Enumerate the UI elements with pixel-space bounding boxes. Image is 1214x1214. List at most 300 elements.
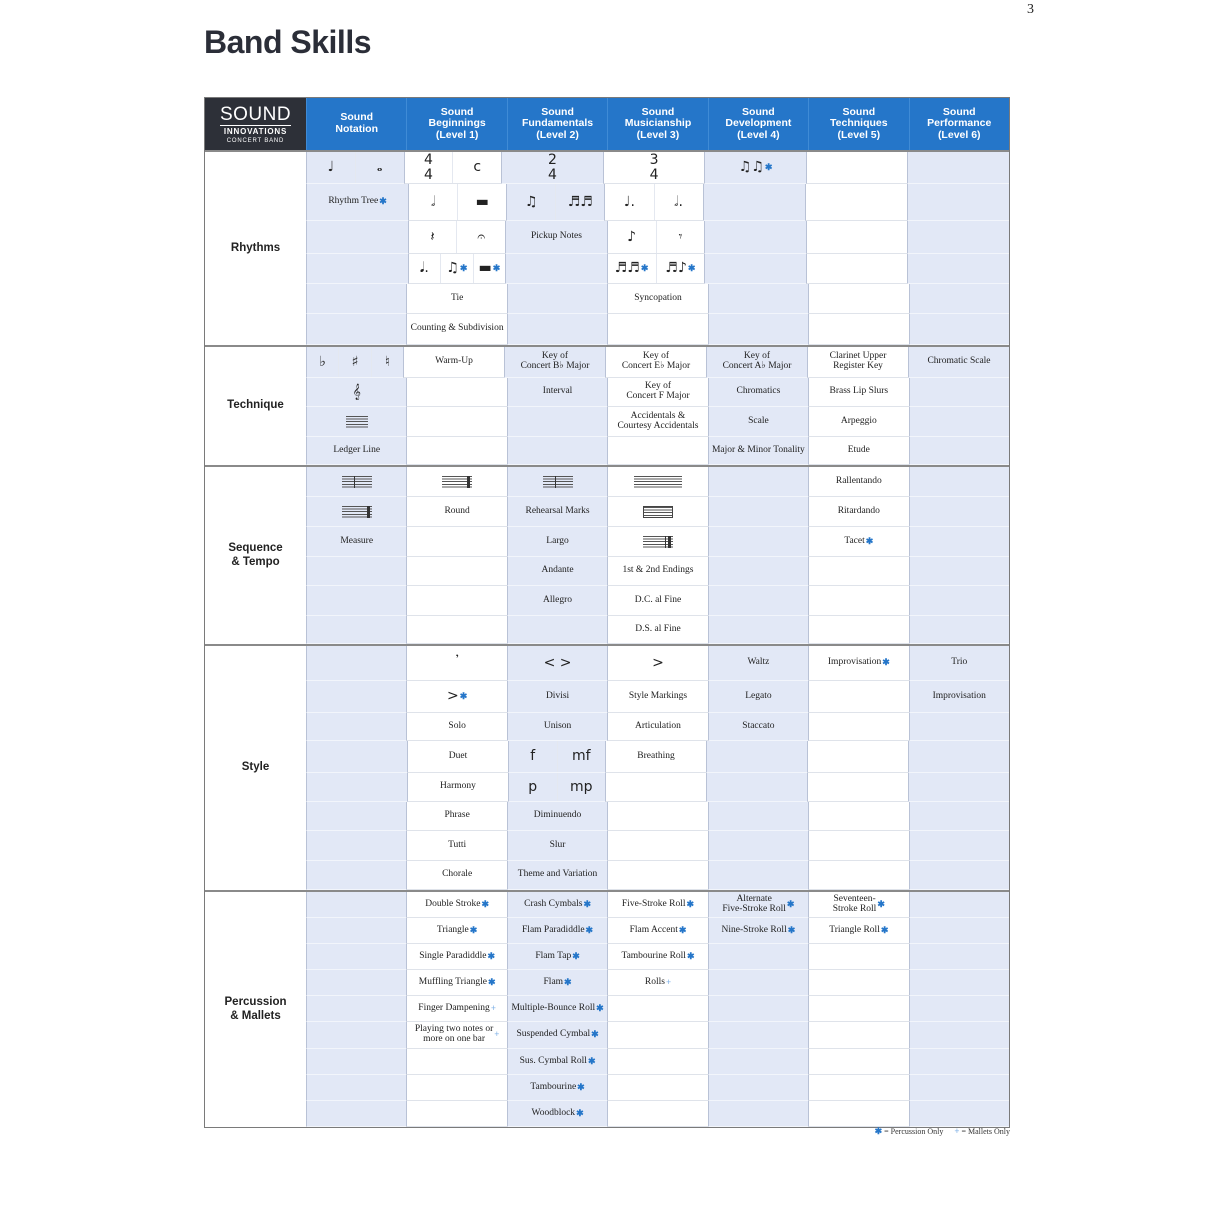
sub-cell — [307, 152, 355, 183]
table-cell — [909, 646, 1009, 681]
table-cell — [708, 497, 808, 527]
table-cell — [808, 557, 908, 586]
table-cell — [607, 996, 707, 1022]
table-cell — [607, 221, 705, 254]
skill-label: Style Markings — [628, 690, 688, 701]
table-cell — [909, 527, 1009, 557]
skill-label: Harmony — [440, 781, 476, 792]
skill-label: Theme and Variation — [517, 869, 598, 880]
table-cell — [607, 944, 707, 970]
sub-cell — [608, 254, 656, 283]
percussion-only-icon: ✱ — [492, 262, 501, 273]
table-cell — [406, 681, 506, 713]
table-cell — [808, 467, 908, 497]
sub-cell — [456, 221, 505, 253]
music-symbol: ♬♪ — [665, 260, 687, 277]
table-cell — [507, 918, 607, 944]
table-cell — [406, 314, 506, 345]
skill-label: Interval — [542, 386, 573, 397]
table-row — [306, 646, 1009, 681]
table-row — [306, 314, 1009, 345]
table-cell — [607, 1101, 707, 1127]
music-symbol: ♫♫ — [738, 159, 764, 176]
skill-label: Flam Accent — [629, 924, 678, 935]
table-cell — [507, 1022, 607, 1049]
table-cell — [708, 646, 808, 681]
table-cell — [607, 1075, 707, 1101]
percussion-only-icon: ✱ — [564, 976, 572, 987]
skill-label: Breathing — [637, 750, 675, 761]
table-cell — [808, 918, 908, 944]
skill-label: Measure — [340, 535, 374, 546]
skill-label: Clarinet Upper Register Key — [829, 351, 887, 371]
table-cell — [607, 713, 707, 741]
table-cell — [909, 314, 1009, 345]
table-cell — [808, 407, 908, 437]
skill-label: Legato — [745, 690, 772, 701]
table-cell — [708, 557, 808, 586]
skill-label: Ritardando — [837, 505, 880, 516]
staff-icon — [346, 416, 368, 428]
legend-mallets: + = Mallets Only — [954, 1126, 1010, 1136]
table-cell — [708, 1101, 808, 1127]
music-symbol: ♫ — [525, 193, 538, 210]
skill-label: Solo — [448, 720, 466, 731]
table-cell — [505, 254, 607, 284]
column-header: Sound Techniques (Level 5) — [808, 98, 908, 150]
table-cell — [806, 152, 908, 184]
table-row — [306, 557, 1009, 586]
percussion-only-icon: ✱ — [865, 535, 874, 546]
table-cell — [909, 378, 1009, 407]
table-cell — [306, 221, 408, 254]
skill-label: Rallentando — [835, 475, 882, 486]
table-cell — [406, 713, 506, 741]
table-cell — [607, 970, 707, 996]
table-cell — [607, 918, 707, 944]
table-row — [306, 741, 1009, 773]
skill-label: Syncopation — [634, 292, 682, 303]
sub-cell — [371, 347, 403, 377]
table-cell — [306, 713, 406, 741]
table-row — [306, 861, 1009, 890]
table-cell — [306, 1022, 406, 1049]
percussion-only-icon: ✱ — [459, 690, 468, 701]
skill-label: Duet — [448, 750, 468, 761]
music-symbol: 𝄾 — [678, 228, 683, 245]
table-row — [306, 527, 1009, 557]
music-symbol: ♬♬ — [567, 193, 593, 210]
table-cell — [306, 944, 406, 970]
group-label: Style — [205, 646, 306, 890]
table-cell — [708, 861, 808, 890]
music-symbol: ♬♬ — [614, 260, 640, 277]
table-row — [306, 347, 1009, 378]
table-cell — [607, 861, 707, 890]
table-cell — [607, 802, 707, 831]
skill-label: Flam Paradiddle — [522, 924, 585, 935]
music-symbol: > — [446, 688, 459, 705]
table-cell — [909, 284, 1009, 314]
table-cell — [306, 996, 406, 1022]
legend-percussion: ✱ = Percussion Only — [874, 1126, 944, 1136]
table-cell — [507, 1049, 607, 1075]
skill-label: Nine-Stroke Roll — [721, 924, 787, 935]
table-cell — [607, 437, 707, 465]
table-cell — [909, 1022, 1009, 1049]
skill-label: Largo — [546, 535, 569, 546]
percussion-only-icon: ✱ — [469, 924, 478, 935]
music-symbol: ♮ — [384, 353, 390, 370]
table-row — [306, 802, 1009, 831]
skill-label: Andante — [541, 565, 574, 576]
table-cell — [507, 802, 607, 831]
skill-label: Chromatics — [736, 386, 781, 397]
skill-label: Playing two notes or more on one bar — [414, 1024, 494, 1044]
skill-label: Slur — [549, 839, 566, 850]
sub-cell — [473, 254, 506, 283]
table-cell — [507, 437, 607, 465]
table-cell — [808, 497, 908, 527]
skill-label: Allegro — [543, 594, 573, 605]
music-symbol: mp — [569, 778, 593, 795]
table-cell — [507, 970, 607, 996]
table-cell — [704, 152, 806, 184]
sub-cell — [656, 254, 705, 283]
skill-label: Counting & Subdivision — [410, 323, 504, 334]
table-cell — [408, 254, 506, 284]
skill-label: Tambourine Roll — [621, 950, 686, 961]
percussion-only-icon: ✱ — [678, 924, 687, 935]
table-cell — [406, 944, 506, 970]
table-row — [306, 970, 1009, 996]
table-cell — [406, 378, 506, 407]
table-cell — [306, 970, 406, 996]
staff-icon — [342, 476, 372, 488]
percussion-only-icon: ✱ — [585, 924, 594, 935]
skill-label: Scale — [748, 415, 769, 426]
table-cell — [607, 497, 707, 527]
sub-cell — [656, 221, 705, 253]
sub-cell — [338, 347, 370, 377]
percussion-only-icon: ✱ — [786, 898, 795, 909]
table-cell — [507, 284, 607, 314]
table-cell — [406, 407, 506, 437]
table-row — [306, 152, 1009, 184]
table-cell — [406, 284, 506, 314]
table-cell — [507, 861, 607, 890]
table-cell — [808, 616, 908, 644]
skill-group — [205, 150, 1009, 345]
staff-icon — [643, 536, 673, 548]
skill-group — [205, 345, 1009, 465]
table-cell — [406, 970, 506, 996]
sub-cell — [509, 741, 557, 772]
staff-icon — [342, 506, 372, 518]
skill-label: Accidentals & Courtesy Accidentals — [617, 410, 699, 431]
sub-cell — [557, 773, 606, 801]
sound-innovations-logo: SOUND INNOVATIONS CONCERT BAND — [205, 98, 306, 150]
table-cell — [306, 557, 406, 586]
column-header: Sound Performance (Level 6) — [909, 98, 1009, 150]
skill-label: Improvisation — [827, 657, 882, 668]
table-row — [306, 944, 1009, 970]
percussion-only-icon: ✱ — [882, 657, 890, 668]
table-cell — [607, 314, 707, 345]
skill-label: Rehearsal Marks — [525, 505, 590, 516]
table-cell — [406, 646, 506, 681]
skill-label: Sus. Cymbal Roll — [519, 1055, 587, 1066]
skill-label: Round — [444, 505, 470, 516]
table-cell — [805, 184, 907, 221]
table-cell — [909, 557, 1009, 586]
table-cell — [908, 347, 1009, 378]
table-cell — [406, 497, 506, 527]
skill-label: Warm-Up — [435, 356, 473, 367]
table-cell — [808, 1101, 908, 1127]
music-symbol: c — [473, 159, 482, 176]
table-row — [306, 892, 1009, 918]
table-cell — [708, 831, 808, 861]
group-label: Percussion & Mallets — [205, 892, 306, 1127]
music-symbol: ♭ — [319, 353, 326, 370]
group-label: Rhythms — [205, 152, 306, 345]
skill-group — [205, 465, 1009, 644]
table-cell — [306, 918, 406, 944]
table-cell — [406, 892, 506, 918]
sub-cell — [608, 221, 656, 253]
table-cell — [306, 1101, 406, 1127]
music-symbol: 4 4 — [424, 152, 433, 183]
table-cell — [704, 254, 806, 284]
skill-label: Diminuendo — [533, 810, 582, 821]
table-cell — [501, 152, 603, 184]
table-cell — [604, 184, 702, 221]
skill-label: Improvisation — [932, 690, 986, 701]
table-cell — [909, 1101, 1009, 1127]
skill-label: Flam — [543, 976, 564, 987]
table-row — [306, 378, 1009, 407]
table-cell — [407, 773, 508, 802]
sub-cell — [507, 184, 555, 220]
sub-cell — [452, 152, 501, 183]
table-cell — [808, 892, 908, 918]
sub-cell — [409, 184, 457, 220]
table-cell — [406, 557, 506, 586]
table-cell — [607, 646, 707, 681]
table-cell — [909, 713, 1009, 741]
music-symbol: 3 4 — [649, 152, 659, 183]
column-header: Sound Fundamentals (Level 2) — [507, 98, 607, 150]
table-cell — [708, 1049, 808, 1075]
table-cell — [406, 1022, 506, 1049]
table-row — [306, 918, 1009, 944]
music-symbol: 𝅗𝅥. — [674, 193, 683, 210]
table-cell — [909, 586, 1009, 616]
percussion-only-icon: ✱ — [764, 161, 773, 172]
skill-label: Flam Tap — [535, 950, 572, 961]
table-cell — [909, 1049, 1009, 1075]
music-symbol: ▬ — [478, 260, 492, 277]
table-row — [306, 1075, 1009, 1101]
table-cell — [806, 221, 908, 254]
table-cell — [403, 347, 504, 378]
table-cell — [708, 918, 808, 944]
table-cell — [909, 437, 1009, 465]
music-symbol: 𝅘𝅥. — [419, 260, 429, 277]
table-cell — [807, 741, 908, 773]
table-cell — [808, 861, 908, 890]
table-cell — [607, 284, 707, 314]
table-cell — [708, 407, 808, 437]
skill-label: Key of Concert B♭ Major — [520, 351, 590, 371]
table-cell — [507, 407, 607, 437]
table-row — [306, 586, 1009, 616]
page-title: Band Skills — [204, 24, 371, 60]
table-cell — [708, 437, 808, 465]
sub-cell — [654, 184, 703, 220]
table-cell — [406, 527, 506, 557]
table-cell — [306, 152, 404, 184]
music-symbol: < > — [543, 654, 572, 671]
skill-label: Ledger Line — [333, 444, 381, 455]
mallets-only-icon: + — [490, 1002, 496, 1013]
skill-label: Double Stroke — [425, 898, 481, 909]
sub-cell — [409, 221, 457, 253]
table-cell — [703, 184, 805, 221]
skill-label: Alternate Five-Stroke Roll — [722, 893, 786, 914]
table-cell — [507, 497, 607, 527]
table-cell — [708, 378, 808, 407]
table-cell — [408, 184, 506, 221]
percussion-only-icon: ✱ — [686, 898, 695, 909]
table-cell — [909, 892, 1009, 918]
table-row — [306, 1022, 1009, 1049]
music-symbol: ♪ — [627, 228, 637, 245]
skill-label: Pickup Notes — [530, 231, 582, 242]
table-row — [306, 713, 1009, 741]
percussion-only-icon: ✱ — [572, 950, 580, 961]
table-row — [306, 437, 1009, 465]
table-cell — [909, 1075, 1009, 1101]
table-cell — [808, 646, 908, 681]
percussion-only-icon: ✱ — [379, 196, 387, 207]
table-cell — [507, 314, 607, 345]
table-cell — [306, 1049, 406, 1075]
table-cell — [306, 378, 406, 407]
table-row — [306, 616, 1009, 644]
table-cell — [505, 221, 607, 254]
table-cell — [306, 497, 406, 527]
table-cell — [306, 254, 408, 284]
table-cell — [708, 1075, 808, 1101]
skill-label: Muffling Triangle — [418, 976, 487, 987]
table-cell — [407, 741, 508, 773]
band-skills-chart — [204, 97, 1010, 1128]
table-cell — [808, 1022, 908, 1049]
music-symbol: 𝄞 — [352, 383, 361, 400]
table-cell — [708, 467, 808, 497]
skill-label: D.S. al Fine — [635, 623, 681, 634]
table-cell — [706, 347, 807, 378]
table-row — [306, 221, 1009, 254]
sub-cell — [355, 152, 404, 183]
table-cell — [808, 1049, 908, 1075]
table-cell — [607, 616, 707, 644]
skill-label: Key of Concert E♭ Major — [621, 351, 691, 371]
table-cell — [306, 407, 406, 437]
table-cell — [907, 254, 1009, 284]
percussion-only-icon: ✱ — [587, 1055, 596, 1066]
skill-label: Multiple-Bounce Roll — [511, 1002, 596, 1013]
table-cell — [909, 861, 1009, 890]
mallets-only-icon: + — [494, 1029, 500, 1040]
table-cell — [507, 1101, 607, 1127]
staff-icon — [442, 476, 472, 488]
music-symbol: ♯ — [351, 353, 359, 370]
music-symbol: 𝄽 — [430, 228, 435, 245]
table-cell — [808, 970, 908, 996]
music-symbol: > — [652, 654, 664, 671]
table-cell — [807, 773, 908, 802]
percussion-only-icon: ✱ — [576, 1107, 584, 1118]
table-cell — [607, 254, 705, 284]
table-cell — [306, 284, 406, 314]
table-cell — [406, 918, 506, 944]
sub-cell — [557, 741, 606, 772]
table-cell — [607, 407, 707, 437]
sub-cell — [509, 773, 557, 801]
percussion-only-icon: ✱ — [686, 950, 695, 961]
table-cell — [607, 378, 707, 407]
skill-label: Chromatic Scale — [927, 356, 991, 367]
music-symbol: ▬ — [475, 193, 489, 210]
music-symbol: 𝄐 — [477, 228, 486, 245]
table-cell — [603, 152, 705, 184]
group-label: Technique — [205, 347, 306, 465]
table-row — [306, 284, 1009, 314]
table-cell — [306, 773, 407, 802]
table-cell — [708, 284, 808, 314]
sub-cell — [409, 254, 441, 283]
table-cell — [708, 802, 808, 831]
table-cell — [808, 284, 908, 314]
staff-icon — [643, 506, 673, 518]
table-row — [306, 996, 1009, 1022]
table-cell — [605, 347, 706, 378]
table-cell — [607, 557, 707, 586]
sub-cell — [457, 184, 506, 220]
table-cell — [708, 713, 808, 741]
table-cell — [406, 831, 506, 861]
table-cell — [408, 221, 506, 254]
skill-label: Five-Stroke Roll — [621, 898, 686, 909]
skill-group — [205, 890, 1009, 1127]
table-cell — [306, 616, 406, 644]
column-header: Sound Notation — [306, 98, 406, 150]
table-cell — [507, 586, 607, 616]
skill-label: Tie — [450, 292, 464, 303]
table-cell — [607, 467, 707, 497]
skill-label: Rhythm Tree — [328, 196, 379, 207]
table-cell — [406, 586, 506, 616]
table-cell — [808, 996, 908, 1022]
table-cell — [306, 681, 406, 713]
skill-label: Tutti — [448, 839, 467, 850]
skill-label: Staccato — [742, 720, 775, 731]
skill-label: Seventeen- Stroke Roll — [832, 893, 877, 914]
table-row — [306, 1101, 1009, 1127]
